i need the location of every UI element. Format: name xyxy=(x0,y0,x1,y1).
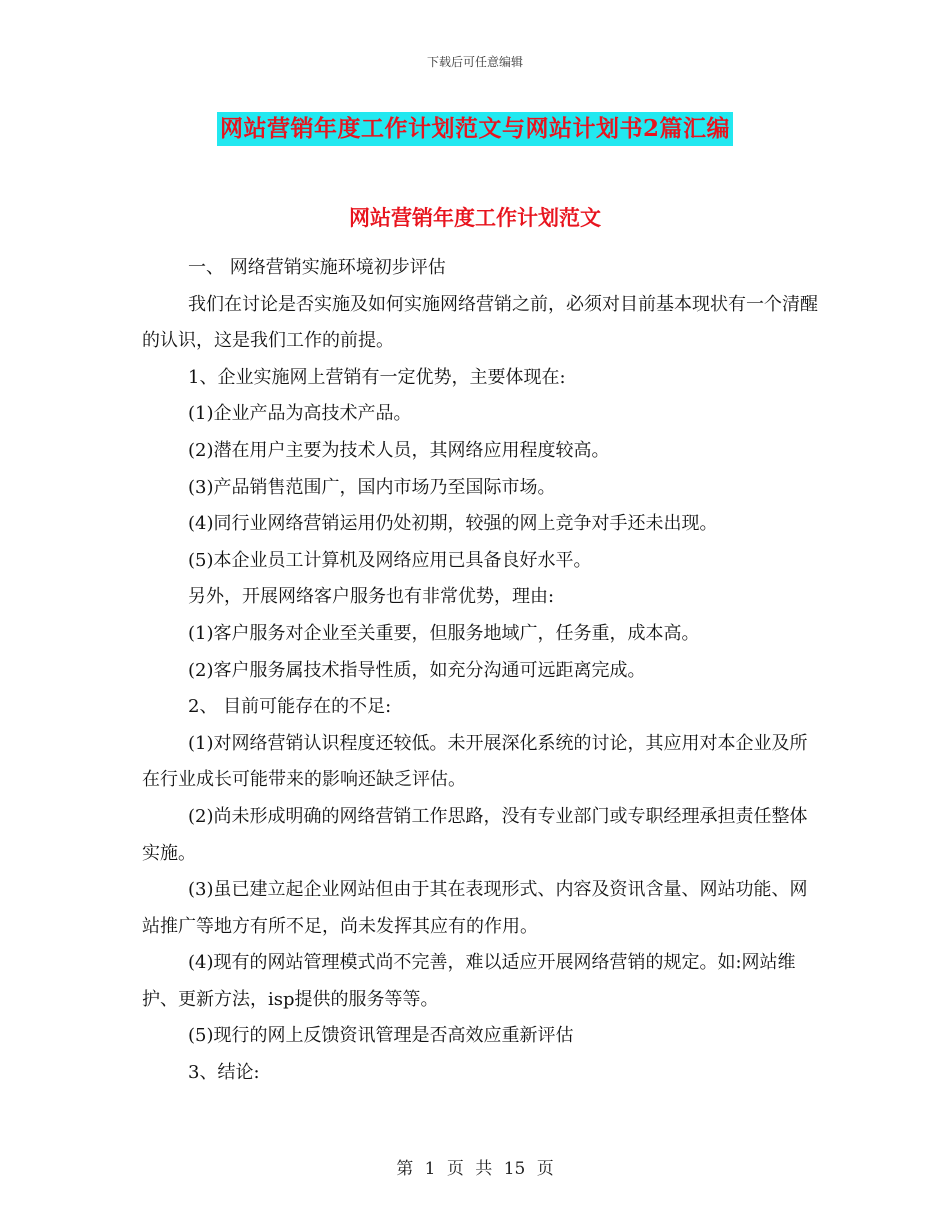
paragraph: 3、结论: xyxy=(188,1062,260,1084)
paragraph: 一、 网络营销实施环境初步评估 xyxy=(188,257,446,278)
document-title-wrapper xyxy=(0,112,950,146)
paragraph: (2)尚未形成明确的网络营销工作思路，没有专业部门或专职经理承担责任整体实施。 xyxy=(142,805,808,864)
paragraph: (4)现有的网站管理模式尚不完善，难以适应开展网络营销的规定。如:网站维护、更新方法，isp提供的服务等等。 xyxy=(142,952,796,1010)
paragraph: 1、企业实施网上营销有一定优势，主要体现在: xyxy=(188,366,566,388)
paragraph: (1)企业产品为高技术产品。 xyxy=(188,403,412,425)
page-number-footer: 第 1 页 共 15 页 xyxy=(396,1159,554,1179)
paragraph: (2)潜在用户主要为技术人员，其网络应用程度较高。 xyxy=(188,439,610,461)
paragraph: 2、 目前可能存在的不足: xyxy=(188,696,392,718)
paragraph: 我们在讨论是否实施及如何实施网络营销之前，必须对目前基本现状有一个清醒的认识，这是我们工作的前提。 xyxy=(142,293,818,352)
paragraph: (5)现行的网上反馈资讯管理是否高效应重新评估 xyxy=(188,1025,574,1047)
paragraph: (4)同行业网络营销运用仍处初期，较强的网上竞争对手还未出现。 xyxy=(188,513,718,535)
paragraph: (2)客户服务属技术指导性质，如充分沟通可远距离完成。 xyxy=(188,659,646,681)
paragraph: (1)客户服务对企业至关重要，但服务地域广，任务重，成本高。 xyxy=(188,622,700,644)
header-note: 下载后可任意编辑 xyxy=(426,55,523,69)
paragraph: (3)产品销售范围广，国内市场乃至国际市场。 xyxy=(188,476,556,498)
paragraph: 另外，开展网络客户服务也有非常优势，理由: xyxy=(188,586,555,608)
paragraph: (5)本企业员工计算机及网络应用已具备良好水平。 xyxy=(188,549,592,571)
document-title: 网站营销年度工作计划范文与网站计划书2篇汇编 xyxy=(217,112,733,146)
document-body xyxy=(142,250,822,1092)
section-title: 网站营销年度工作计划范文 xyxy=(349,205,601,230)
paragraph: (3)虽已建立起企业网站但由于其在表现形式、内容及资讯含量、网站功能、网站推广等地方有所不足，尚未发挥其应有的作用。 xyxy=(142,879,808,937)
paragraph: (1)对网络营销认识程度还较低。未开展深化系统的讨论，其应用对本企业及所在行业成长可能带来的影响还缺乏评估。 xyxy=(142,732,808,791)
